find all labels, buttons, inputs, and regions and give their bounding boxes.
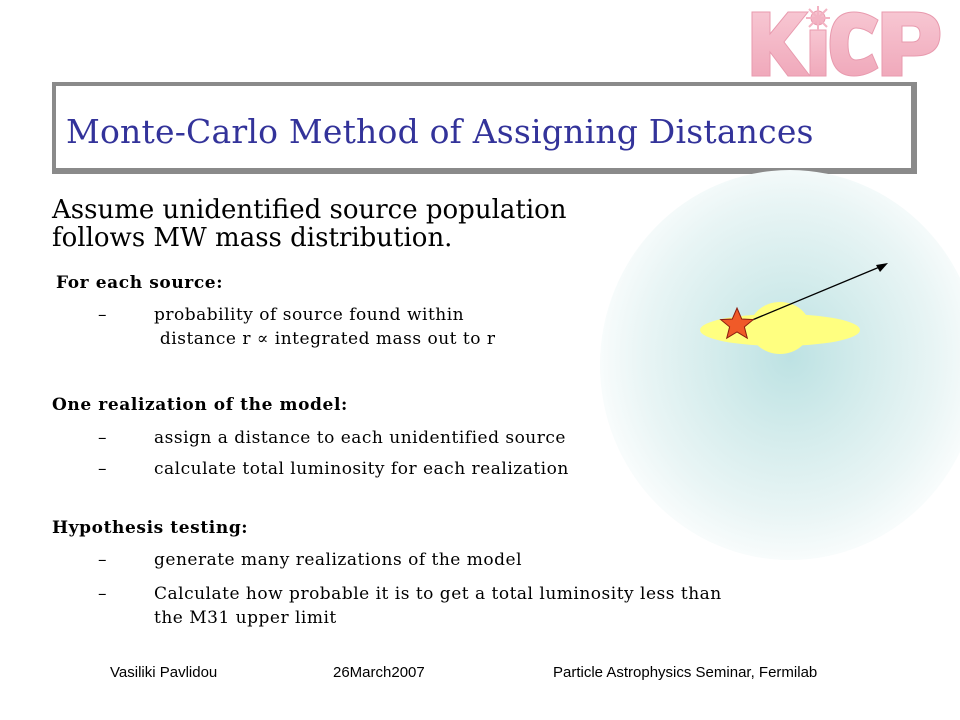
bullet-text: assign a distance to each unidentified source bbox=[154, 428, 566, 448]
intro-statement bbox=[52, 196, 672, 252]
bullet-text: generate many realizations of the model bbox=[154, 550, 522, 570]
footer-author: Vasiliki Pavlidou bbox=[110, 664, 218, 681]
bullet-text: the M31 upper limit bbox=[154, 608, 337, 628]
galaxy-figure bbox=[690, 250, 900, 390]
footer-date: 26March2007 bbox=[333, 664, 425, 681]
intro-line-1: Assume unidentified source population bbox=[52, 195, 567, 225]
arrow-head bbox=[876, 263, 888, 272]
bullet-dash: – bbox=[98, 550, 107, 570]
heading-hypothesis: Hypothesis testing: bbox=[52, 518, 249, 538]
footer-venue: Particle Astrophysics Seminar, Fermilab bbox=[553, 664, 818, 681]
slide-title: Monte-Carlo Method of Assigning Distances bbox=[66, 112, 814, 151]
bullet-text: distance r ∝ integrated mass out to r bbox=[154, 329, 496, 349]
intro-line-2: follows MW mass distribution. bbox=[52, 223, 453, 253]
galaxy-disk-icon bbox=[700, 302, 860, 354]
kicp-logo-icon bbox=[748, 6, 944, 80]
bullet-text: calculate total luminosity for each realization bbox=[154, 459, 569, 479]
bullet-dash: – bbox=[98, 428, 107, 448]
heading-each-source: For each source: bbox=[56, 273, 224, 293]
bullet-text: probability of source found within bbox=[154, 305, 465, 325]
title-box bbox=[52, 82, 917, 174]
bullet-dash: – bbox=[98, 305, 107, 325]
heading-realization: One realization of the model: bbox=[52, 395, 348, 415]
bullet-dash: – bbox=[98, 459, 107, 479]
arrow-icon bbox=[745, 266, 882, 323]
bullet-dash: – bbox=[98, 584, 107, 604]
bullet-text: Calculate how probable it is to get a total luminosity less than bbox=[154, 584, 722, 604]
